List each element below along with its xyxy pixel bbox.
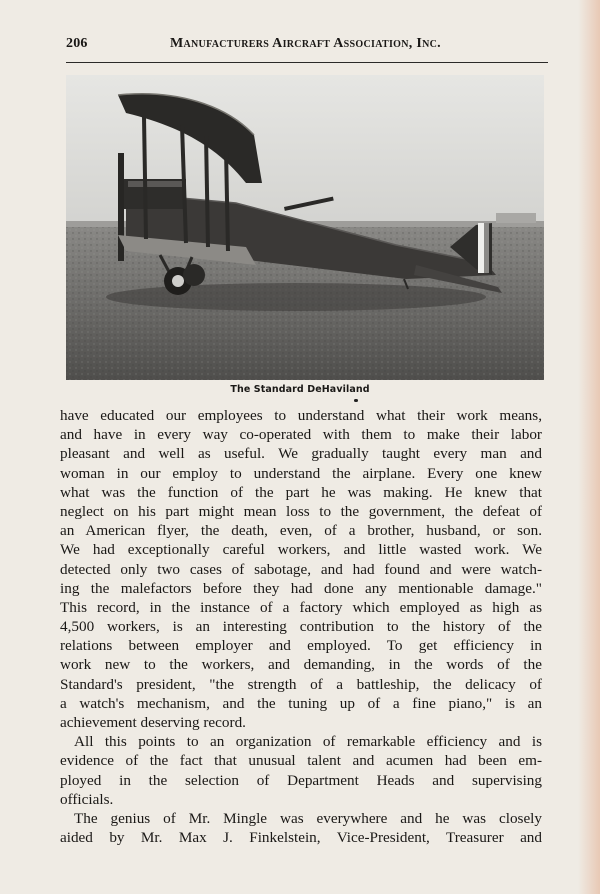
text-line: and have in every way co-operated with them to make their labor xyxy=(60,426,542,444)
print-speck xyxy=(354,399,358,402)
text-line: have educated our employees to understand what their work means, xyxy=(60,407,542,424)
page-number: 206 xyxy=(66,36,88,51)
body-text xyxy=(60,406,542,847)
paragraph-1 xyxy=(60,406,542,732)
text-line: Standard's president, "the strength of a battleship, the delicacy of xyxy=(60,675,542,693)
text-line: ployed in the selection of Department Heads and supervising xyxy=(60,771,542,789)
figure-caption: The Standard DeHaviland xyxy=(230,384,370,395)
text-line: a watch's mechanism, and the tuning up of a fine piano," is an xyxy=(60,694,542,712)
page-edge-shadow xyxy=(578,0,600,894)
text-line: The genius of Mr. Mingle was everywhere and he was closely xyxy=(74,809,542,827)
text-line: evidence of the fact that unusual talent and acumen had been em- xyxy=(60,752,542,770)
text-line: officials. xyxy=(60,790,114,808)
text-line: 4,500 workers, is an interesting contribution to the history of the xyxy=(60,618,542,636)
text-line: what was the function of the part he was making. He knew that xyxy=(60,483,542,501)
paragraph-2 xyxy=(60,732,542,809)
text-line: We had exceptionally careful workers, and little wasted work. We xyxy=(60,541,542,559)
text-line: work new to the workers, and demanding, in the words of the xyxy=(60,656,542,674)
text-line: pleasant and well as useful. We gradually taught every man and xyxy=(60,445,542,463)
running-head: Manufacturers Aircraft Association, Inc. xyxy=(170,36,441,51)
text-line: All this points to an organization of remarkable efficiency and is xyxy=(74,733,542,751)
page-header xyxy=(66,36,548,56)
text-line: woman in our employ to understand the airplane. Every one knew xyxy=(60,464,542,482)
text-line: ing the malefactors before they had done any mentionable damage." xyxy=(60,579,542,597)
text-line: relations between employer and employed. To get efficiency in xyxy=(60,637,542,655)
airplane-photograph xyxy=(66,75,544,380)
text-line: detected only two cases of sabotage, and had found and were watch- xyxy=(60,560,542,578)
biplane-illustration xyxy=(66,75,544,380)
text-line: achievement deserving record. xyxy=(60,714,246,731)
paragraph-3 xyxy=(60,809,542,847)
text-line: an American flyer, the death, even, of a brother, husband, or son. xyxy=(60,522,542,540)
text-line: This record, in the instance of a factory which employed as high as xyxy=(60,598,542,616)
header-rule xyxy=(66,62,548,63)
text-line: neglect on his part might mean loss to the government, the defeat of xyxy=(60,502,542,520)
text-line: aided by Mr. Max J. Finkelstein, Vice-President, Treasurer and xyxy=(60,829,542,847)
